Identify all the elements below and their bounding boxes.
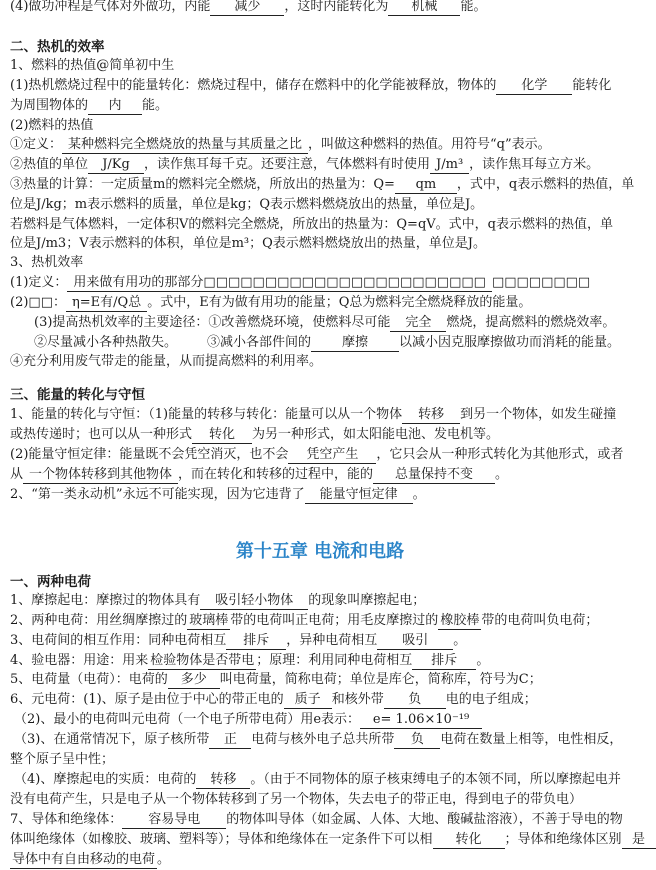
fill-blank: 是: [622, 831, 656, 849]
fill-blank: 负: [384, 691, 446, 709]
text-line: ③热量的计算：一定质量m的燃料完全燃烧，所放出的热量为：Q= qm ，式中，q表示燃料的热值，单: [10, 177, 635, 192]
fill-blank: 检验物体是否带电: [150, 653, 255, 668]
text-line: 1、摩擦起电：摩擦过的物体具有 吸引轻小物体 的现象叫摩擦起电；: [10, 593, 426, 608]
text-line: 位是J/kg；m表示燃料的质量，单位是kg；Q表示燃料燃烧放出的热量，单位是J。: [10, 197, 484, 212]
text-line: (3)提高热机效率的主要途径：①改善燃烧环境，使燃料尽可能 完全 燃烧，提高燃料的燃烧效率。: [34, 315, 616, 330]
fill-blank: η=E有/Q总: [66, 294, 147, 312]
text-line: （4)、摩擦起电的实质：电荷的 转移 。（由于不同物体的原子核束缚电子的本领不同，所以摩擦起电并: [14, 772, 621, 787]
fill-blank: 某种燃料完全燃烧放的热量与其质量之比: [62, 136, 308, 154]
text-line: 2、“第一类永动机”永远不可能实现，因为它违背了 能量守恒定律 。: [10, 487, 426, 502]
fill-blank: 排斥: [226, 632, 286, 650]
fill-blank: 用来做有用功的那部分□□□□□□□□□□□□□□□□□□□□□□□: [67, 274, 492, 292]
fill-blank: 玻璃棒: [189, 613, 229, 628]
text-line: （2)、最小的电荷叫元电荷（一个电子所带电荷）用e表示： e= 1.06×10⁻¹⁹: [14, 710, 632, 730]
fill-blank: 正: [209, 731, 251, 749]
text-line: (4)做功冲程是气体对外做功，内能 减少 ，这时内能转化为 机械 能。: [10, 0, 487, 14]
fill-blank: 转移: [402, 406, 460, 424]
fill-blank: 容易导电: [122, 811, 226, 829]
text-line: 1、能量的转化与守恒：（1)能量的转移与转化：能量可以从一个物体 转移 到另一个物体，如发生碰撞: [10, 407, 617, 422]
fill-blank: 多少: [168, 671, 220, 689]
text-line: 整个原子呈中性；: [10, 752, 115, 767]
fill-blank: 吸引: [377, 632, 453, 650]
text-line: (1)定义： 用来做有用功的那部分□□□□□□□□□□□□□□□□□□□□□□□ □□□□□□□□: [10, 275, 591, 290]
fill-blank: 吸引轻小物体: [200, 592, 308, 610]
fill-blank: e= 1.06×10⁻¹⁹: [360, 711, 482, 729]
text-line: ④充分利用废气带走的能量，从而提高燃料的利用率。: [10, 354, 323, 369]
text-line: 4、验电器：用途：用来 检验物体是否带电 ；原理：利用同种电荷相互 排斥 。: [10, 653, 490, 668]
fill-blank: 一个物体转移到其他物体: [23, 466, 178, 484]
text-line: 为周围物体的 内 能。: [10, 98, 169, 113]
fill-blank: 摩擦: [311, 334, 399, 352]
fill-blank: 完全: [390, 314, 446, 332]
text-line: 1、燃料的热值@简单初中生: [10, 58, 175, 73]
fill-blank: 化学: [496, 77, 572, 95]
text-line: 2、两种电荷：用丝绸摩擦过的 玻璃棒 带的电荷叫正电荷；用毛皮摩擦过的 橡胶棒 带的电荷叫负电荷；: [10, 613, 599, 628]
text-line: 若燃料是气体燃料，一定体积V的燃料完全燃烧，所放出的热量为：Q=qV。式中，q表示燃料的热值，单: [10, 217, 613, 232]
fill-blank: 内: [88, 97, 142, 115]
fill-blank: 质子: [284, 691, 332, 709]
text-line: 5、电荷量（电荷）：电荷的 多少 叫电荷量，简称电荷；单位是库仑，简称库，符号为C；: [10, 672, 542, 687]
fill-blank: J/Kg: [88, 156, 144, 174]
section-heading: 一、两种电荷: [10, 574, 91, 590]
text-line: (1)热机燃烧过程中的能量转化：燃烧过程中，储存在燃料中的化学能被释放，物体的 化学 能转化: [10, 78, 612, 93]
fill-blank: J/m³: [430, 156, 469, 174]
fill-blank: 转化: [192, 426, 252, 444]
section-heading: 二、热机的效率: [10, 39, 105, 55]
text-line: (2)能量守恒定律：能量既不会凭空消灭，也不会 凭空产生 ，它只会从一种形式转化为其他形式，或者: [10, 447, 624, 462]
text-line: (2)□□： η=E有/Q总 。式中，E有为做有用功的能量；Q总为燃料完全燃烧释放的能量。: [10, 295, 532, 310]
fill-blank: 机械: [388, 0, 460, 16]
text-line: (2)燃料的热值: [10, 118, 94, 133]
text-line: 位是J/m3；V表示燃料的体积，单位是m³；Q表示燃料燃烧放出的热量，单位是J。: [10, 236, 486, 251]
text-line: 6、元电荷：(1)、原子是由位于中心的带正电的 质子 和核外带 负 电的电子组成；: [10, 692, 537, 707]
text-line: 7、导体和绝缘体： 容易导电 的物体叫导体（如金属、人体、大地、酸碱盐溶液），不善于导电的物: [10, 812, 623, 827]
fill-blank: 能量守恒定律: [305, 486, 413, 504]
fill-blank: 负: [394, 731, 440, 749]
fill-blank: 转化: [433, 831, 505, 849]
text-line: 从 一个物体转移到其他物体 ，而在转化和转移的过程中，能的 总量保持不变 。: [10, 467, 509, 482]
text-line: 3、热机效率: [10, 255, 84, 270]
fill-blank: 橡胶棒: [440, 613, 480, 628]
text-line: ②热值的单位 J/Kg ，读作焦耳每千克。还要注意，气体燃料有时使用 J/m³ ，读作焦耳每立方米。: [10, 157, 600, 172]
fill-blank: 减少: [210, 0, 284, 16]
text-line: 导体中有自由移动的电荷 。: [12, 852, 171, 867]
text-line: 体叫绝缘体（如橡胶、玻璃、塑料等）；导体和绝缘体在一定条件下可以相 转化 ；导体和绝缘体区别 是: [10, 830, 632, 850]
text-line: ①定义： 某种燃料完全燃烧放的热量与其质量之比 ，叫做这种燃料的热值。用符号“q”表示。: [10, 137, 551, 152]
fill-blank: qm: [395, 176, 457, 194]
fill-blank: 总量保持不变: [373, 466, 495, 484]
section-heading: 三、能量的转化与守恒: [10, 387, 145, 403]
text-line: 没有电荷产生，只是电子从一个物体转移到了另一个物体，失去电子的带正电，得到电子的带负电）: [10, 792, 583, 807]
text-line: 3、电荷间的相互作用：同种电荷相互 排斥 ，异种电荷相互 吸引 。: [10, 633, 467, 648]
text-line: 或热传递时；也可以从一种形式 转化 为另一种形式，如太阳能电池、发电机等。: [10, 427, 500, 442]
text-line: （3)、在通常情况下，原子核所带 正 电荷与核外电子总共所带 负 电荷在数量上相等，电性相反，: [14, 732, 623, 747]
text-line: ②尽量减小各种热散失。 ③减小各部件间的 摩擦 以减小因克服摩擦做功而消耗的能量。: [34, 335, 621, 350]
fill-blank: 凭空产生: [288, 446, 376, 464]
fill-blank: 排斥: [412, 652, 476, 670]
fill-blank: 转移: [196, 771, 250, 789]
chapter-title: 第十五章 电流和电路: [235, 541, 405, 562]
fill-blank: 导体中有自由移动的电荷: [12, 852, 156, 867]
